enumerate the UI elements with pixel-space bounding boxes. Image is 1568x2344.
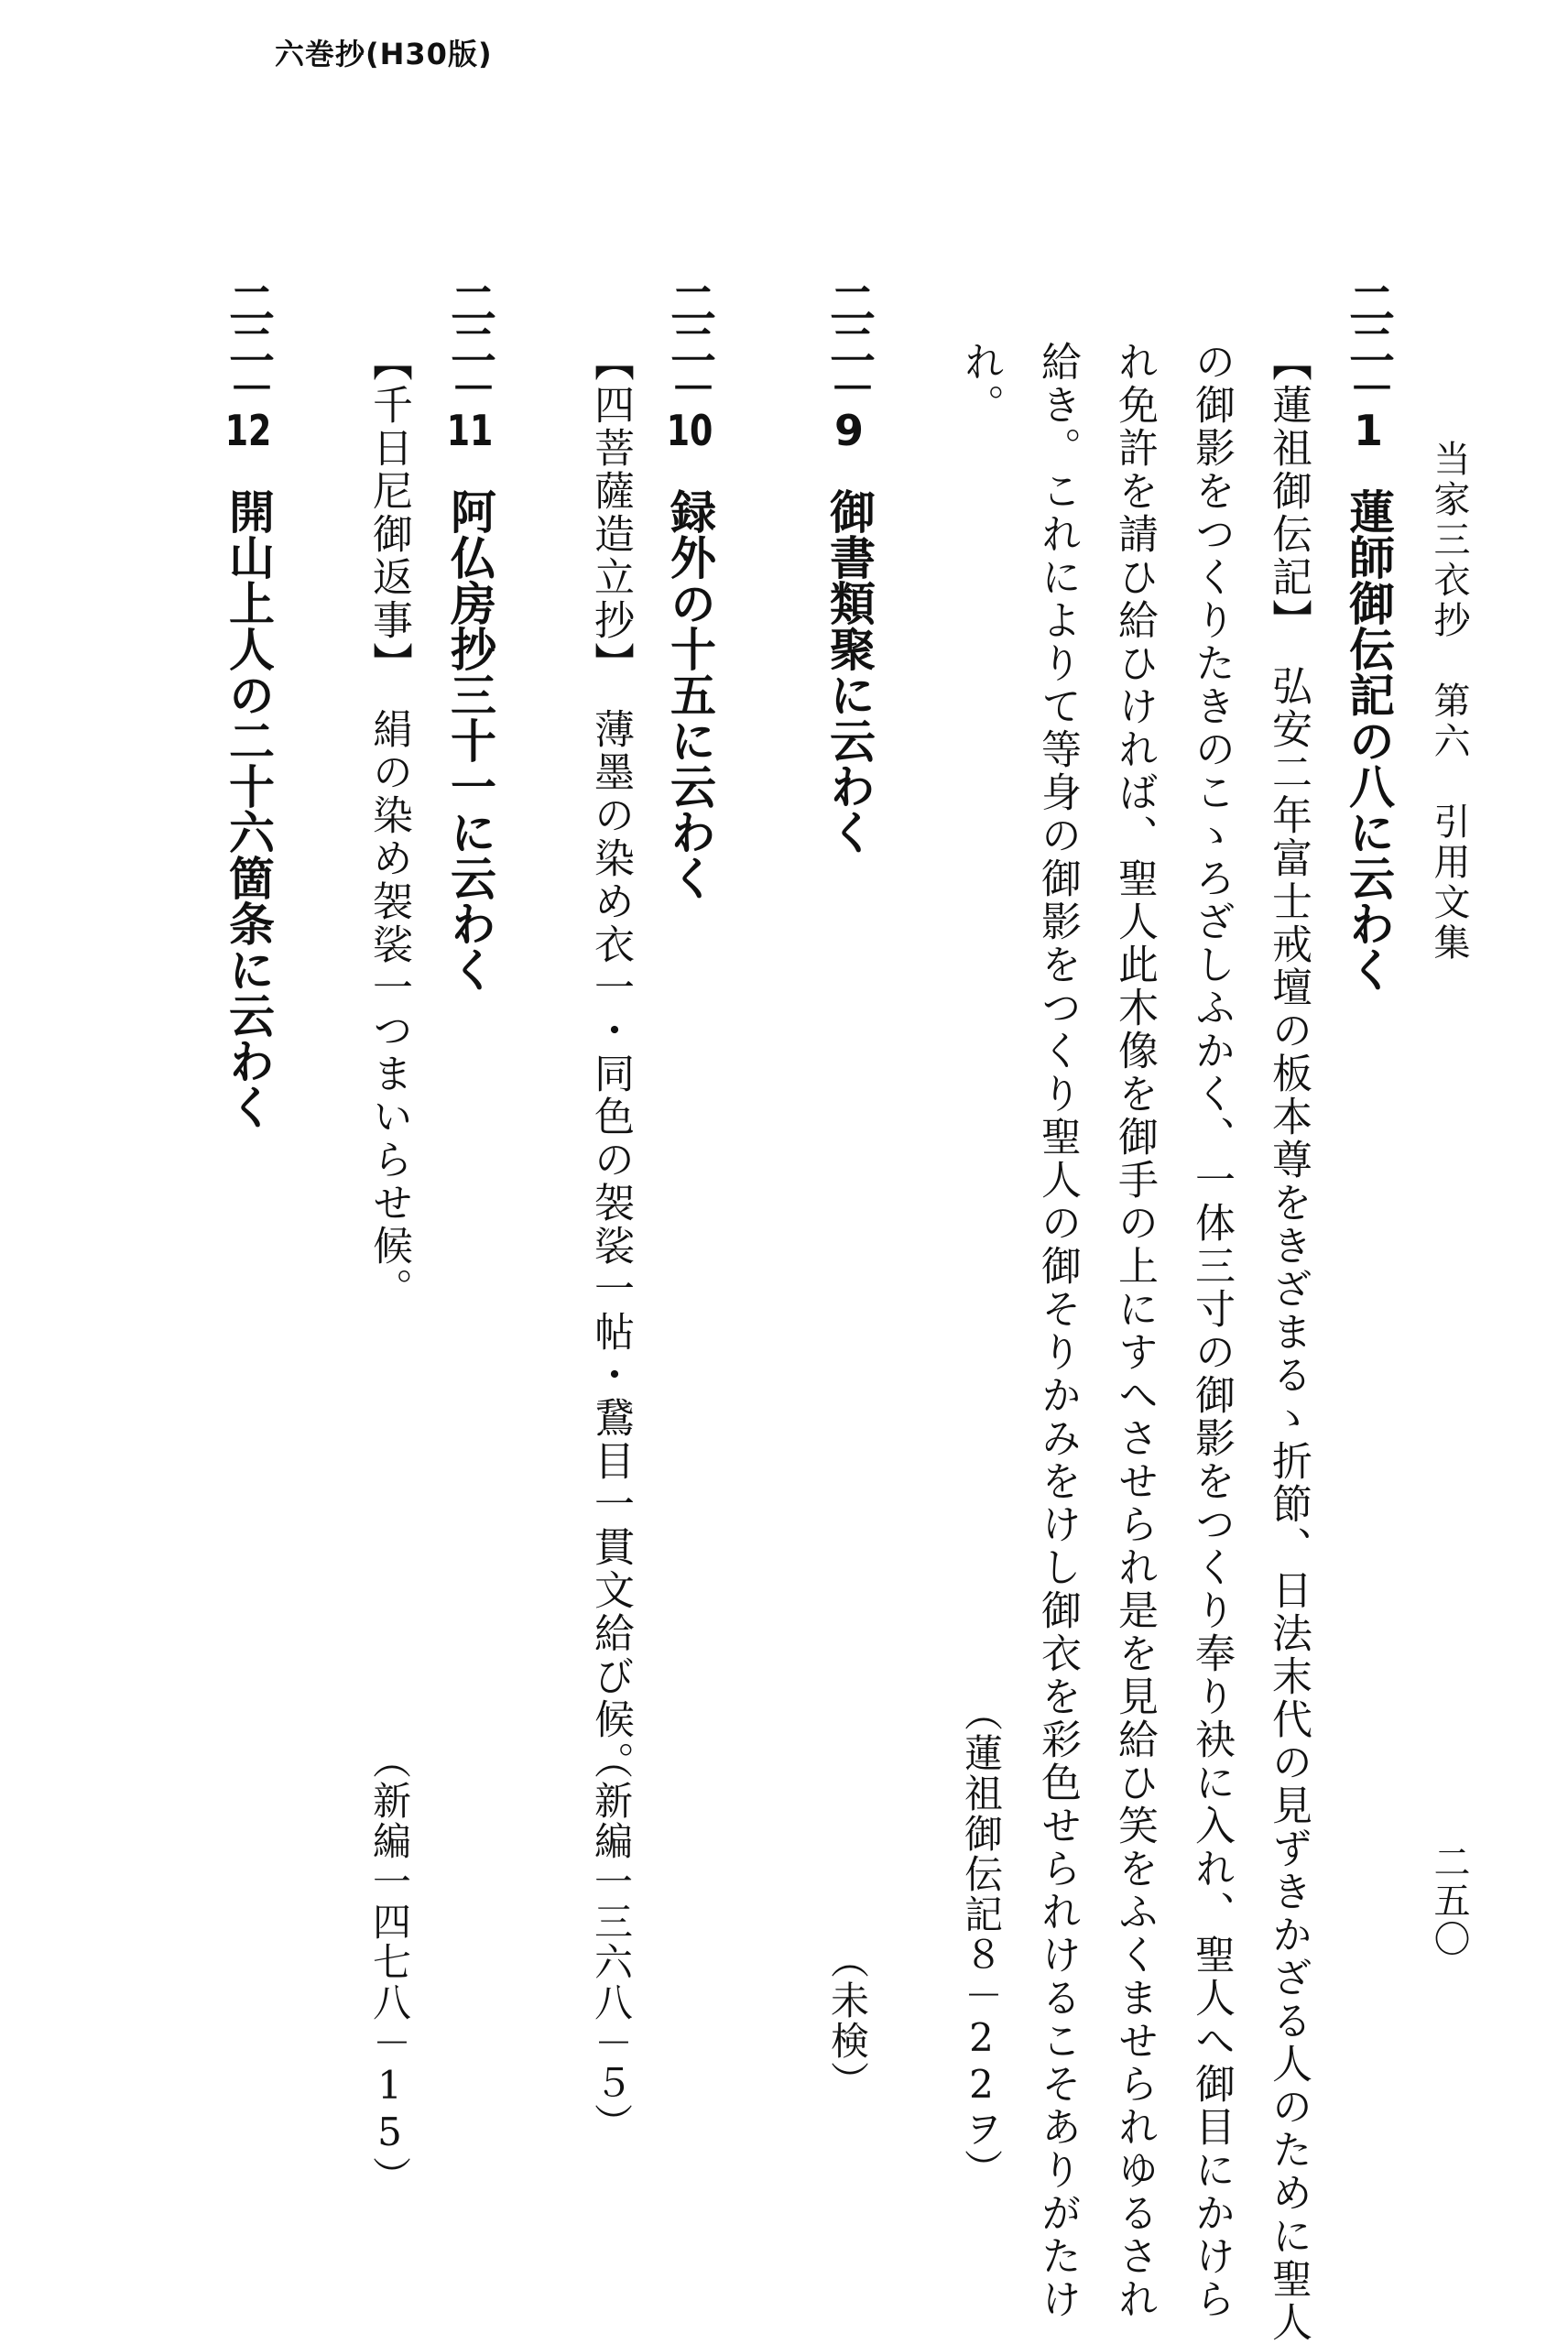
section-heading-22-9 — [822, 279, 876, 855]
section-number-prefix: 二 — [222, 279, 275, 322]
section-number-prefix: 二 — [443, 279, 496, 322]
body-line: 【四菩薩造立抄】 薄墨の染め衣一・同色の袈裟一帖・鵞目一貫文給び候。 — [587, 341, 634, 1784]
section-number-main: 二 — [443, 322, 496, 364]
section-number-prefix: 二 — [663, 279, 716, 322]
section-number-main: 二 — [822, 322, 876, 364]
section-number-sub: 9 — [833, 409, 864, 452]
citation: （新編一三六八－５） — [589, 1740, 634, 2143]
section-number-main: 二 — [222, 322, 275, 364]
section-number-separator: － — [222, 364, 275, 409]
section-number-prefix: 二 — [1342, 279, 1395, 322]
section-number-separator: － — [663, 364, 716, 409]
section-number-main: 二 — [663, 322, 716, 364]
page-number: 二五〇 — [1428, 1843, 1470, 1958]
section-heading-22-11 — [443, 279, 496, 992]
section-heading-22-1 — [1342, 279, 1395, 992]
section-number-separator: － — [1342, 364, 1395, 409]
section-number-main: 二 — [1342, 322, 1395, 364]
section-number-prefix: 二 — [822, 279, 876, 322]
section-number-sub: 11 — [446, 409, 494, 452]
citation: （未検） — [825, 1940, 870, 2101]
section-title: 御書類聚に云わく — [822, 488, 876, 855]
body-line: 【蓮祖御伝記】 弘安二年富士戒壇の板本尊をきざまるゝ折節、日法末代の見ずきかざる人のために聖人 — [1265, 341, 1312, 2344]
section-number-sub: 10 — [666, 409, 713, 452]
section-number-separator: － — [443, 364, 496, 409]
section-title: 録外の十五に云わく — [663, 488, 716, 900]
running-head: 当家三衣抄 第六 引用文集 — [1428, 440, 1470, 964]
citation: （新編一四七八－15） — [367, 1740, 412, 2197]
section-title: 開山上人の二十六箇条に云わく — [222, 488, 275, 1129]
body-line: れ。 — [957, 341, 1004, 427]
section-number-sub: 12 — [224, 409, 272, 452]
body-line: れ免許を請ひ給ひければ、聖人此木像を御手の上にすへさせられ是を見給ひ笑をふくませられゆるされ — [1111, 341, 1158, 2321]
section-heading-22-12 — [222, 279, 275, 1129]
body-line: 【千日尼御返事】 絹の染め袈裟一つまいらせ候。 — [365, 341, 412, 1311]
section-number-sub: 1 — [1353, 409, 1383, 452]
body-line: 給き。これによりて等身の御影をつくり聖人の御そりかみをけし御衣を彩色せられけるこそありがたけ — [1034, 341, 1081, 2321]
section-title: 阿仏房抄三十一に云わく — [443, 488, 496, 992]
edition-stamp: 六巻抄(H30版) — [275, 37, 493, 71]
section-heading-22-10 — [663, 279, 716, 900]
section-title: 蓮師御伝記の八に云わく — [1342, 488, 1395, 992]
body-line: の御影をつくりたきのこゝろざしふかく、一体三寸の御影をつくり奉り袂に入れ、聖人へ御目にかけら — [1188, 341, 1235, 2321]
citation: （蓮祖御伝記８－22ヲ） — [959, 1693, 1004, 2189]
section-number-separator: － — [822, 364, 876, 409]
